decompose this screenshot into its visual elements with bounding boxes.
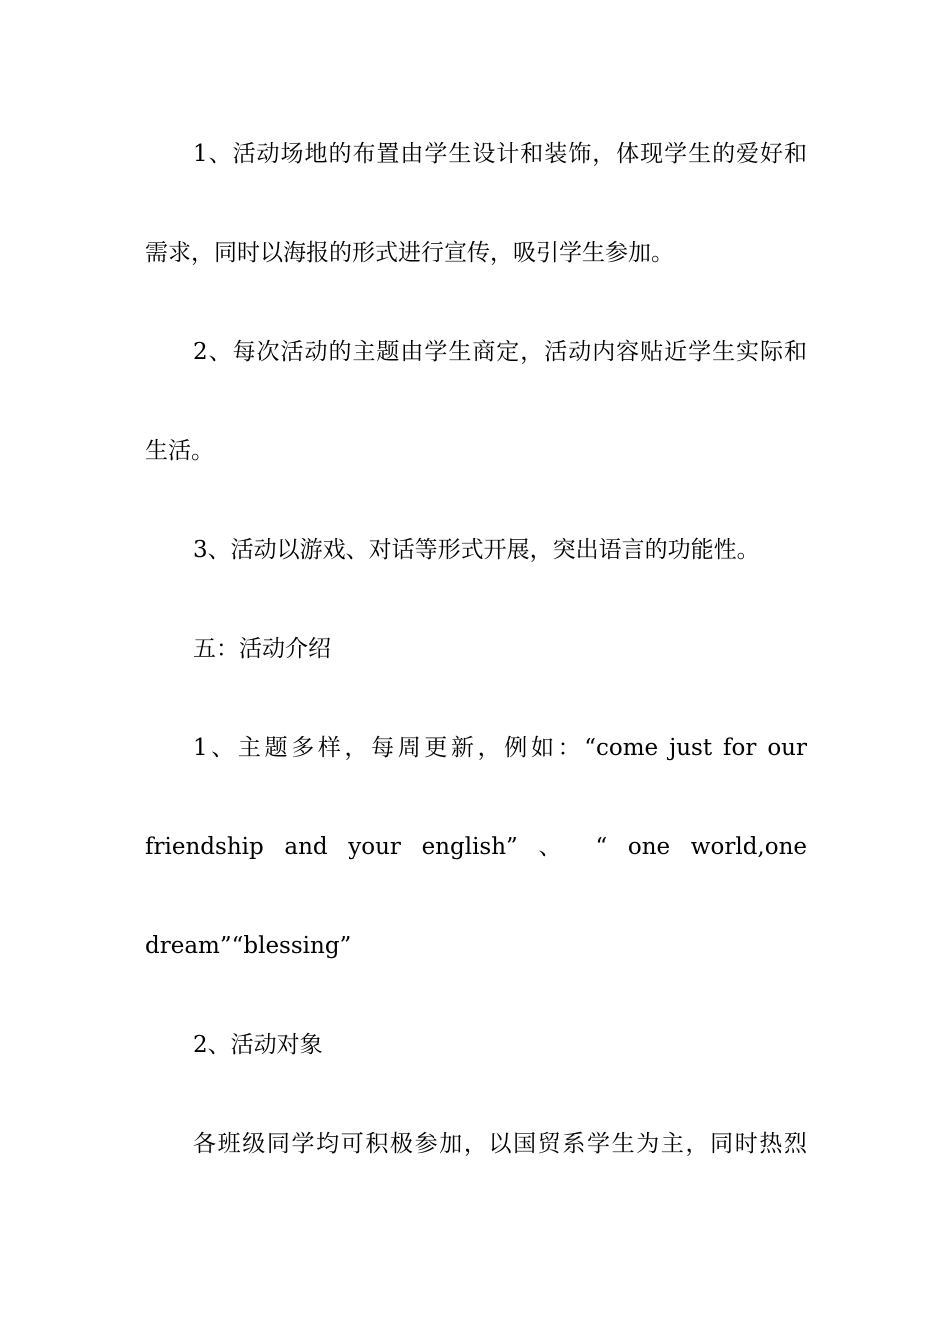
paragraph-line-3: 2、每次活动的主题由学生商定，活动内容贴近学生实际和 [193, 339, 807, 365]
paragraph-line-9: dream”“blessing” [145, 933, 352, 959]
subsection-heading: 2、活动对象 [193, 1032, 323, 1058]
paragraph-line-1: 1、活动场地的布置由学生设计和装饰，体现学生的爱好和 [193, 141, 807, 167]
paragraph-line-2: 需求，同时以海报的形式进行宣传，吸引学生参加。 [145, 240, 674, 266]
section-heading: 五：活动介绍 [193, 636, 331, 662]
paragraph-line-5: 3、活动以游戏、对话等形式开展，突出语言的功能性。 [193, 537, 760, 563]
paragraph-line-7: 1、主题多样，每周更新，例如：“come just for our [193, 735, 807, 761]
paragraph-line-4: 生活。 [145, 438, 214, 464]
paragraph-line-11: 各班级同学均可积极参加，以国贸系学生为主，同时热烈 [193, 1131, 807, 1157]
paragraph-line-8: friendship and your english” 、 “ one world,one [145, 834, 807, 860]
